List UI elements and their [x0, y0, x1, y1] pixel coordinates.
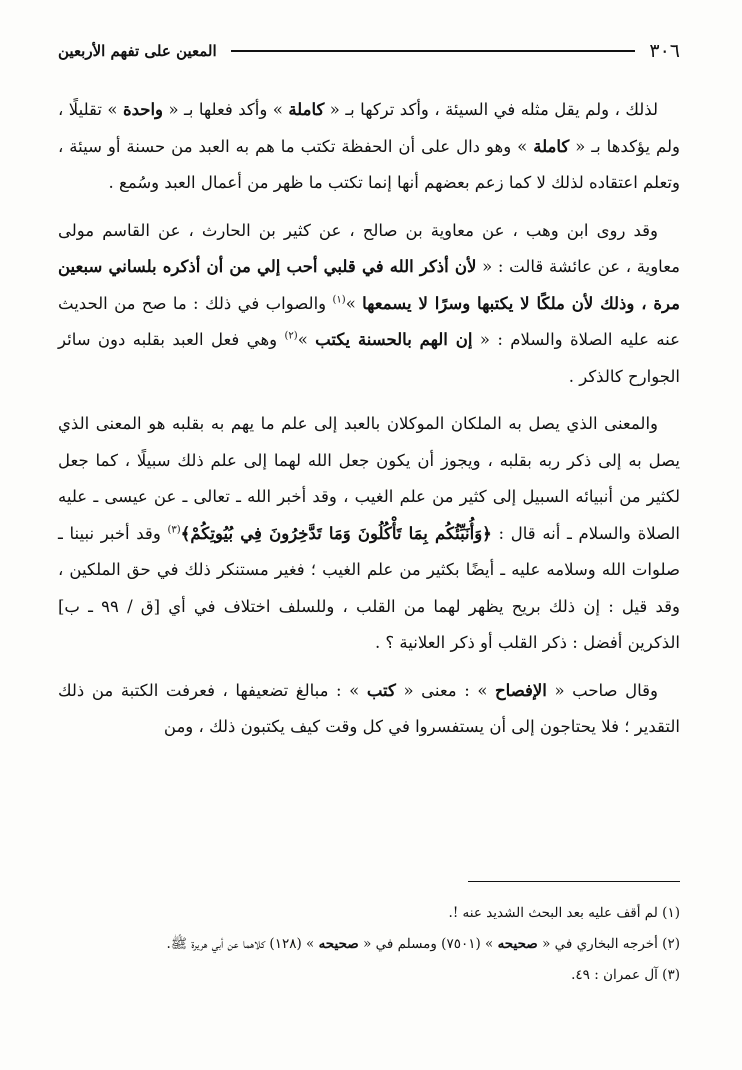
- book-title: المعين على تفهم الأربعين: [58, 42, 217, 60]
- quote-bold: لأن أذكر الله في قلبي أحب إلي من أن أذكره بلساني سبعين مرة ، وذلك لأن ملكًا لا يكتبها وسرًا لا يسمعها: [58, 257, 680, 313]
- text-run: » (١٢٨) كلاهما عن أبي هريرة ﷺ.: [166, 936, 319, 952]
- paragraph: [58, 92, 680, 202]
- paragraph: [58, 406, 680, 662]
- bold-term: كاملة: [288, 100, 325, 119]
- header-rule: [231, 50, 636, 52]
- text-run: » (٧٥٠١) ومسلم في «: [358, 936, 498, 952]
- text-run: » : معنى «: [395, 680, 496, 700]
- text-run: (٢) أخرجه البخاري في «: [537, 936, 680, 952]
- paragraph: [58, 673, 680, 746]
- quote-bold: إن الهم بالحسنة يكتب: [315, 330, 473, 349]
- page-number: ٣٠٦: [649, 40, 680, 62]
- text-run: وهي فعل العبد بقلبه دون سائر الجوارح كالذكر .: [58, 330, 680, 386]
- footnote-2: [58, 931, 680, 958]
- quran-verse: ﴿وَأُنَبِّئُكُم بِمَا تَأْكُلُونَ وَمَا تَدَّخِرُونَ فِي بُيُوتِكُمْ﴾: [180, 523, 492, 543]
- bold-term: صحيحه: [497, 936, 538, 952]
- text-run: والصواب في ذلك : ما صح من الحديث عنه عليه الصلاة والسلام : «: [58, 293, 680, 349]
- footnote-3: (٣) آل عمران : ٤٩.: [571, 967, 680, 983]
- bold-term: الإفصاح: [495, 680, 547, 700]
- bold-term: صحيحه: [318, 936, 359, 952]
- text-run: » : مبالغ تضعيفها ، فعرفت الكتبة من ذلك التقدير ؛ فلا يحتاجون إلى أن يستفسروا في كل وقت كيف يكتبون ذلك ، ومن: [58, 680, 680, 736]
- text-run: وقد أخبر نبينا ـ صلوات الله وسلامه عليه ـ أيضًا بكثير من علم الغيب ؛ فغير مستنكر ذلك في حق الملكين ، وقد قيل : إن ذلك بريح يظهر لهما من القلب ، وللسلف اختلاف في أي [ق / ٩٩ ـ ب] الذكرين أفضل : ذكر القلب أو ذكر العلانية ؟ .: [58, 523, 680, 652]
- footnotes: [58, 900, 680, 993]
- bold-term: كاملة: [533, 136, 570, 156]
- footnote-rule: [468, 881, 680, 882]
- bold-term: واحدة: [122, 100, 164, 119]
- text-run: والمعنى الذي يصل به الملكان الموكلان بالعبد إلى علم ما يهم به بقلبه هو المعنى الذي يصل به إلى ذكر ربه بقلبه ، ويجوز أن يكون جعل الله لهما إلى علم ذلك سبيلًا ، كما جعل لكثير من أنبيائه السبيل إلى كثير من علم الغيب ، وقد أخبر الله ـ تعالى ـ عن عيسى ـ عليه الصلاة والسلام ـ أنه قال :: [58, 414, 680, 543]
- text-run: »: [345, 293, 363, 313]
- text-run: وقد روى ابن وهب ، عن معاوية بن صالح ، عن كثير بن الحارث ، عن القاسم مولى معاوية ، عن عائشة قالت : «: [58, 220, 680, 276]
- footnote-1: (١) لم أقف عليه بعد البحث الشديد عنه !.: [448, 905, 680, 921]
- main-text: [58, 92, 680, 757]
- text-run: » وهو دال على أن الحفظة تكتب ما هم به العبد من حسنة أو سيئة ، وتعلم اعتقاده لذلك لا كما زعم بعضهم أنها إنما تكتب ما ظهر من أعمال العبد وسُمع .: [58, 136, 680, 192]
- text-run: » تقليلًا ، ولم يؤكدها بـ «: [58, 100, 680, 156]
- text-run: لذلك ، ولم يقل مثله في السيئة ، وأكد تركها بـ «: [324, 100, 658, 119]
- text-run: »: [297, 330, 316, 349]
- bold-term: كتب: [366, 680, 396, 700]
- footnote-ref: (٣): [167, 524, 181, 535]
- text-run: وقال صاحب «: [546, 680, 659, 700]
- footnote-ref: (١): [332, 294, 346, 305]
- page-header: [58, 36, 680, 66]
- paragraph: [58, 213, 680, 396]
- footnote-ref: (٢): [284, 330, 298, 342]
- text-run: » وأكد فعلها بـ «: [163, 100, 289, 119]
